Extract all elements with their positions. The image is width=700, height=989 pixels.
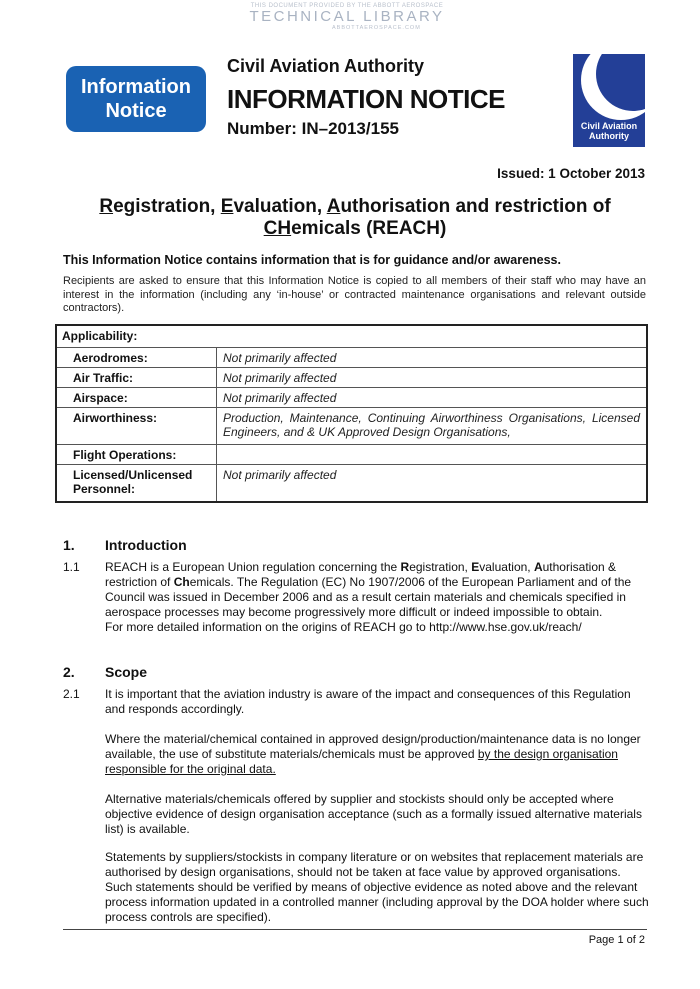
applicability-table (55, 324, 648, 503)
page-number: Page 1 of 2 (588, 934, 645, 946)
paragraph-2-1-substitutes: Where the material/chemical contained in approved design/production/maintenance data is no longer available, the use of substitute materials/chemicals must be approved by the design organisation responsible for the original data. (105, 732, 641, 776)
notice-number: Number: IN–2013/155 (227, 119, 399, 138)
section-number: 2. (63, 664, 75, 680)
organisation-name: Civil Aviation Authority (227, 56, 425, 76)
caa-logo (573, 54, 645, 147)
logo-line-1: Civil Aviation (580, 121, 638, 131)
section-title: Introduction (105, 537, 187, 553)
row-value: Not primarily affected (217, 368, 648, 388)
watermark-provided-by: THIS DOCUMENT PROVIDED BY THE ABBOTT AEROSPACE (250, 3, 444, 9)
table-row (56, 348, 647, 368)
applicability-header: Applicability: (56, 325, 647, 348)
row-key: Air Traffic: (56, 368, 217, 388)
watermark-title: TECHNICAL LIBRARY (249, 8, 445, 25)
row-key: Aerodromes: (56, 348, 217, 368)
row-value: Not primarily affected (217, 465, 648, 503)
row-value: Not primarily affected (217, 348, 648, 368)
watermark-url: ABBOTTAEROSPACE.COM (332, 25, 421, 31)
section-title: Scope (105, 664, 148, 680)
logo-text (573, 121, 645, 141)
row-value (217, 445, 648, 465)
guidance-statement: This Information Notice contains information that is for guidance and/or awareness. (63, 253, 561, 267)
information-notice-badge (66, 66, 206, 132)
table-row (56, 408, 647, 445)
row-key: Airspace: (56, 388, 217, 408)
badge-line-1: Information (81, 76, 191, 98)
section-number: 1. (63, 537, 75, 553)
row-key: Licensed/Unlicensed Personnel: (56, 465, 217, 503)
notice-subject-title: Registration, Evaluation, Authorisation and restriction of CHemicals (REACH) (99, 196, 611, 239)
badge-line-2: Notice (105, 100, 167, 122)
row-value: Production, Maintenance, Continuing Airworthiness Organisations, Licensed Engineers, and & UK Approved Design Organisations, (217, 408, 648, 445)
logo-line-2: Authority (589, 131, 629, 141)
paragraph-number: 1.1 (63, 560, 80, 574)
reach-link-text: For more detailed information on the origins of REACH go to http://www.hse.gov.uk/reach/ (105, 620, 582, 634)
paragraph-1-1: REACH is a European Union regulation concerning the Registration, Evaluation, Authorisation & restriction of Chemicals. The Regulation (EC) No 1907/2006 of the European Parliament and of the Council was issued in December 2006 and as a result certain materials and chemicals specified in aerospace processes may become progressively more difficult or indeed impossible to obtain. For more detailed information on the origins of REACH go to http://www.hse.gov.uk/reach/ (105, 560, 650, 635)
table-row (56, 368, 647, 388)
paragraph-number: 2.1 (63, 687, 80, 701)
table-row (56, 445, 647, 465)
row-value: Not primarily affected (217, 388, 648, 408)
paragraph-2-1-statements: Statements by suppliers/stockists in company literature or on websites that replacement materials are authorised by design organisations, should not be taken at face value by approved organisations. Such statements should be verified by means of objective evidence as noted above and the relevant process information updated in a controlled manner (including approval by the DOA holder where such process controls are specified). (105, 850, 649, 924)
footer-divider (63, 929, 647, 930)
row-key: Flight Operations: (56, 445, 217, 465)
table-row (56, 388, 647, 408)
document-title: INFORMATION NOTICE (227, 84, 505, 114)
table-header-row (56, 325, 647, 348)
paragraph-2-1-alternatives: Alternative materials/chemicals offered by supplier and stockists should only be accepted where objective evidence of design organisation acceptance (such as a formally issued alternative materials list) is available. (105, 792, 642, 836)
recipients-statement: Recipients are asked to ensure that this Information Notice is copied to all members of their staff who may have an interest in the information (including any ‘in-house’ or contracted maintenance organisations and relevant outside contractors). (63, 275, 646, 314)
table-row (56, 465, 647, 503)
paragraph-2-1: It is important that the aviation industry is aware of the impact and consequences of this Regulation and responds accordingly. (105, 687, 631, 716)
issued-date: Issued: 1 October 2013 (497, 166, 645, 181)
row-key: Airworthiness: (56, 408, 217, 445)
